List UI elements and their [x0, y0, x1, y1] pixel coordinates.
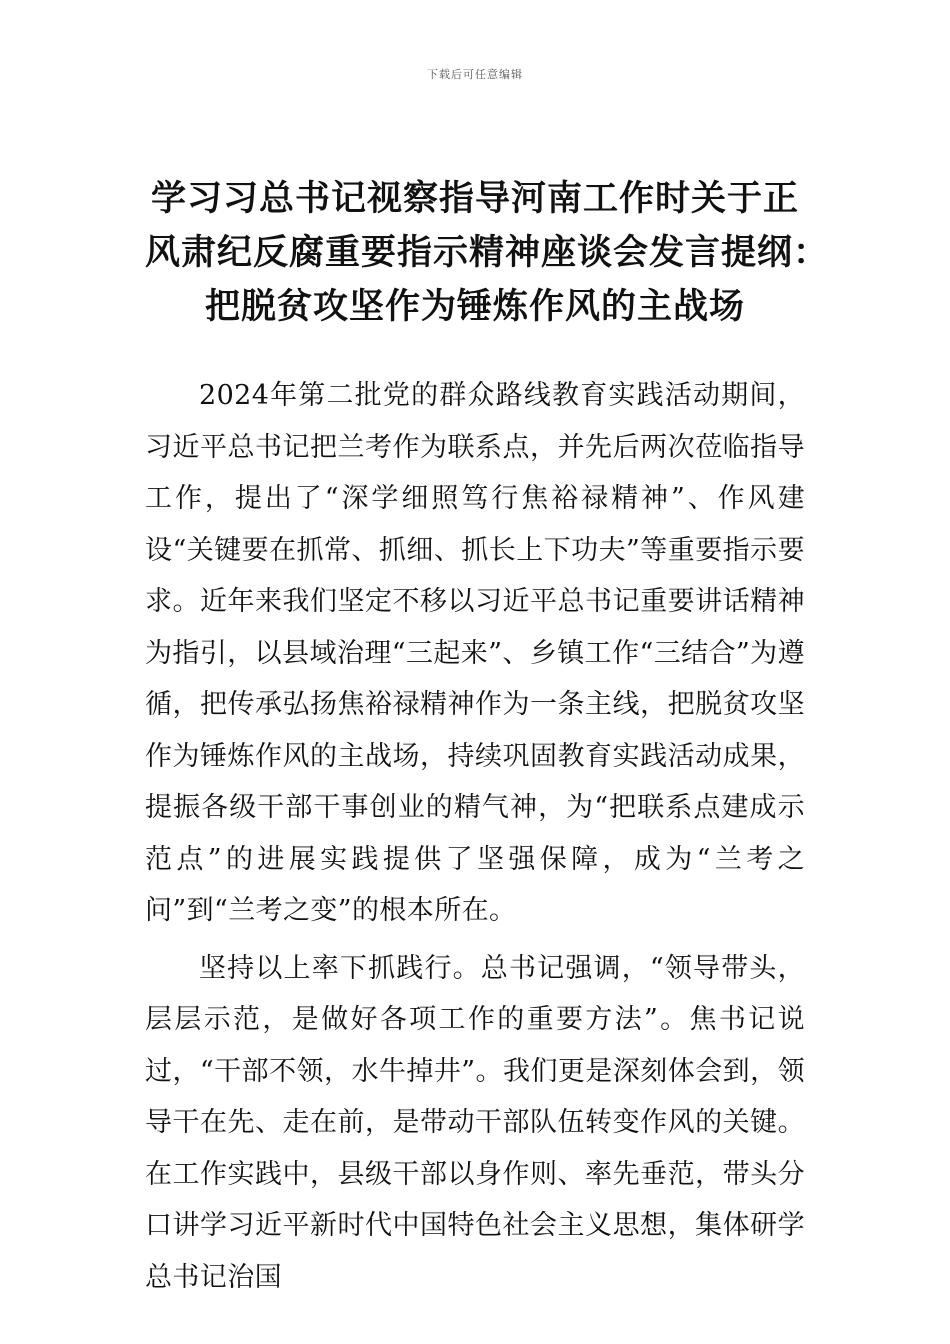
title-line: 把脱贫攻坚作为锤炼作风的主战场 — [204, 287, 745, 327]
title-line: 学习习总书记视察指导河南工作时关于正 — [150, 179, 799, 219]
paragraph: 2024年第二批党的群众路线教育实践活动期间，习近平总书记把兰考作为联系点，并先后两次莅临指导工作，提出了“深学细照笃行焦裕禄精神”、作风建设“关键要在抓常、抓细、抓长上下功夫”等重要指示要求。近年来我们坚定不移以习近平总书记重要讲话精神为指引，以县域治理“三起来”、乡镇工作“三结合”为遵循，把传承弘扬焦裕禄精神作为一条主线，把脱贫攻坚作为锤炼作风的主战场，持续巩固教育实践活动成果，提振各级干部干事创业的精气神，为“把联系点建成示范点”的进展实践提供了坚强保障，成为“兰考之问”到“兰考之变”的根本所在。 — [145, 380, 805, 926]
header-note: 下载后可任意编辑 — [427, 68, 523, 81]
paragraph: 坚持以上率下抓践行。总书记强调，“领导带头，层层示范，是做好各项工作的重要方法”。焦书记说过，“干部不领，水牛掉井”。我们更是深刻体会到，领导干在先、走在前，是带动干部队伍转变作风的关键。在工作实践中，县级干部以身作则、率先垂范，带头分口讲学习近平新时代中国特色社会主义思想，集体研学总书记治国 — [145, 952, 805, 1293]
title-line: 风肃纪反腐重要指示精神座谈会发言提纲： — [145, 233, 830, 273]
document-body — [145, 370, 805, 1303]
document-title — [145, 172, 830, 334]
